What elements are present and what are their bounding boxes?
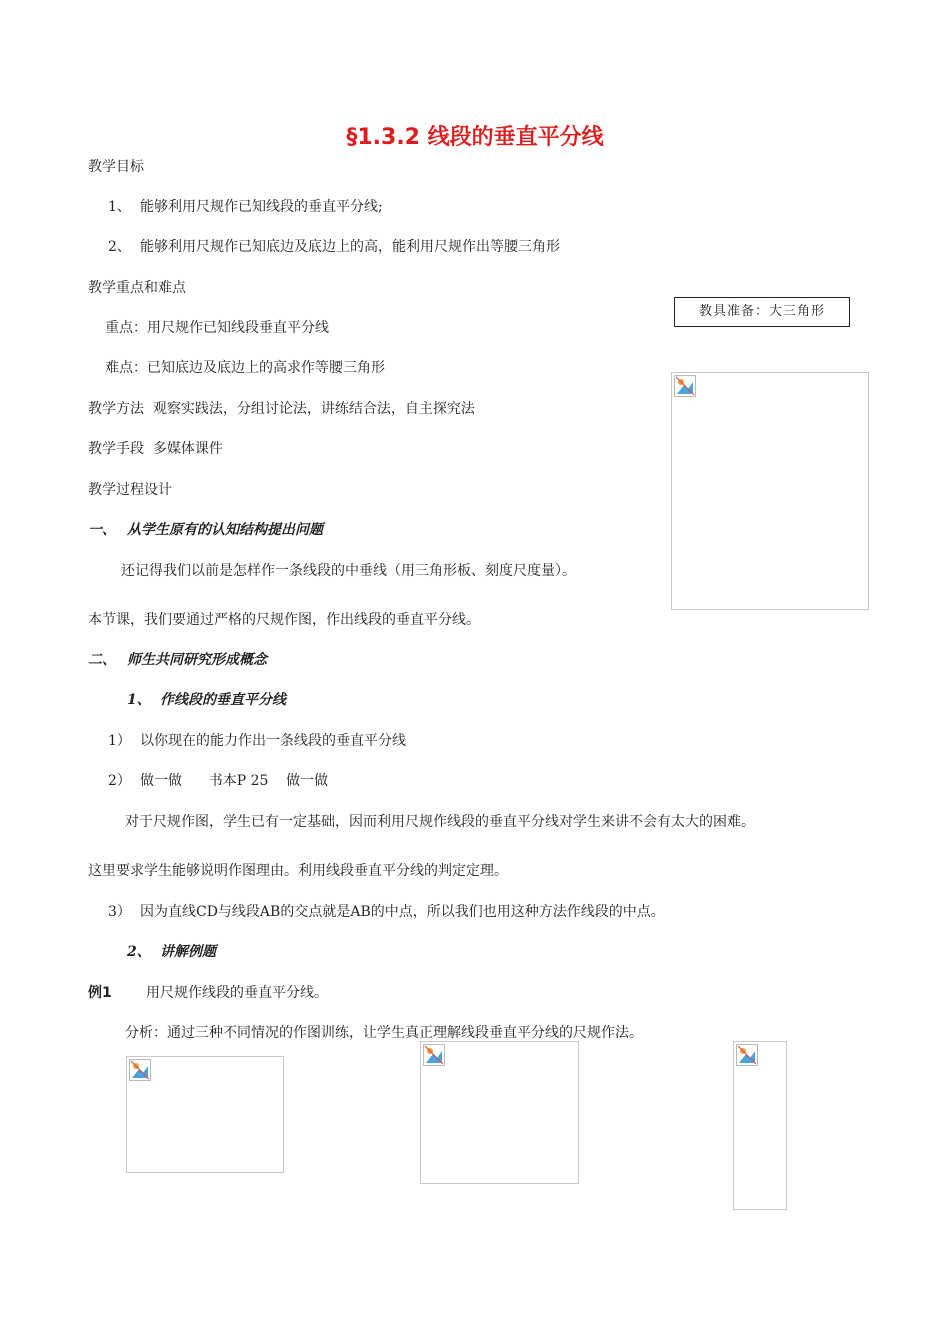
side-image: [671, 372, 869, 610]
broken-image-icon: [129, 1059, 151, 1081]
section2-title: 师生共同研究形成概念: [127, 652, 267, 668]
section1-para2: 本节课，我们要通过严格的尺规作图，作出线段的垂直平分线。: [88, 612, 480, 628]
diagram-image-1: [126, 1056, 284, 1173]
step-text-3: 因为直线CD与线段AB的交点就是AB的中点，所以我们也用这种方法作线段的中点。: [140, 904, 665, 920]
section1-num: 一、: [88, 522, 116, 538]
process-heading: 教学过程设计: [88, 482, 172, 498]
diagram-image-2: [420, 1041, 579, 1184]
diagram-image-3: [733, 1041, 787, 1210]
step-num-2: 2）: [108, 773, 131, 789]
example-label: 例1: [88, 985, 112, 1001]
section1-title: 从学生原有的认知结构提出问题: [127, 522, 323, 538]
step-text-1: 以你现在的能力作出一条线段的垂直平分线: [140, 733, 406, 749]
subsection2-num: 2、: [127, 944, 151, 960]
keypoints-heading: 教学重点和难点: [88, 280, 186, 296]
subsection2-title: 讲解例题: [160, 944, 216, 960]
section2-para2: 这里要求学生能够说明作图理由。利用线段垂直平分线的判定定理。: [88, 863, 508, 879]
example-analysis: 分析：通过三种不同情况的作图训练，让学生真正理解线段垂直平分线的尺规作法。: [125, 1025, 643, 1041]
teaching-method: 教学方法 观察实践法，分组讨论法，讲练结合法，自主探究法: [88, 401, 475, 417]
key-difficulty: 难点：已知底边及底边上的高求作等腰三角形: [105, 360, 385, 376]
page-title: §1.3.2 线段的垂直平分线: [346, 125, 604, 150]
subsection1-num: 1、: [127, 692, 151, 708]
section2-num: 二、: [88, 652, 116, 668]
objective-text-2: 能够利用尺规作已知底边及底边上的高，能利用尺规作出等腰三角形: [140, 239, 560, 255]
teaching-means: 教学手段 多媒体课件: [88, 441, 223, 457]
tools-box: 教具准备：大三角形: [674, 297, 850, 327]
step-num-1: 1）: [108, 733, 131, 749]
step-num-3: 3）: [108, 904, 131, 920]
step-text-2: 做一做 书本P 25 做一做: [140, 773, 329, 789]
subsection1-title: 作线段的垂直平分线: [160, 692, 286, 708]
section2-para1: 对于尺规作图，学生已有一定基础，因而利用尺规作线段的垂直平分线对学生来讲不会有太大的困难。: [125, 814, 755, 830]
section1-para1: 还记得我们以前是怎样作一条线段的中垂线（用三角形板、刻度尺度量）。: [121, 563, 576, 579]
broken-image-icon: [674, 375, 696, 397]
broken-image-icon: [423, 1044, 445, 1066]
example-text: 用尺规作线段的垂直平分线。: [146, 985, 328, 1001]
objective-num-1: 1、: [108, 199, 131, 215]
objectives-heading: 教学目标: [88, 159, 144, 175]
objective-num-2: 2、: [108, 239, 131, 255]
objective-text-1: 能够利用尺规作已知线段的垂直平分线;: [140, 199, 383, 215]
broken-image-icon: [736, 1044, 758, 1066]
key-focus: 重点：用尺规作已知线段垂直平分线: [105, 320, 329, 336]
